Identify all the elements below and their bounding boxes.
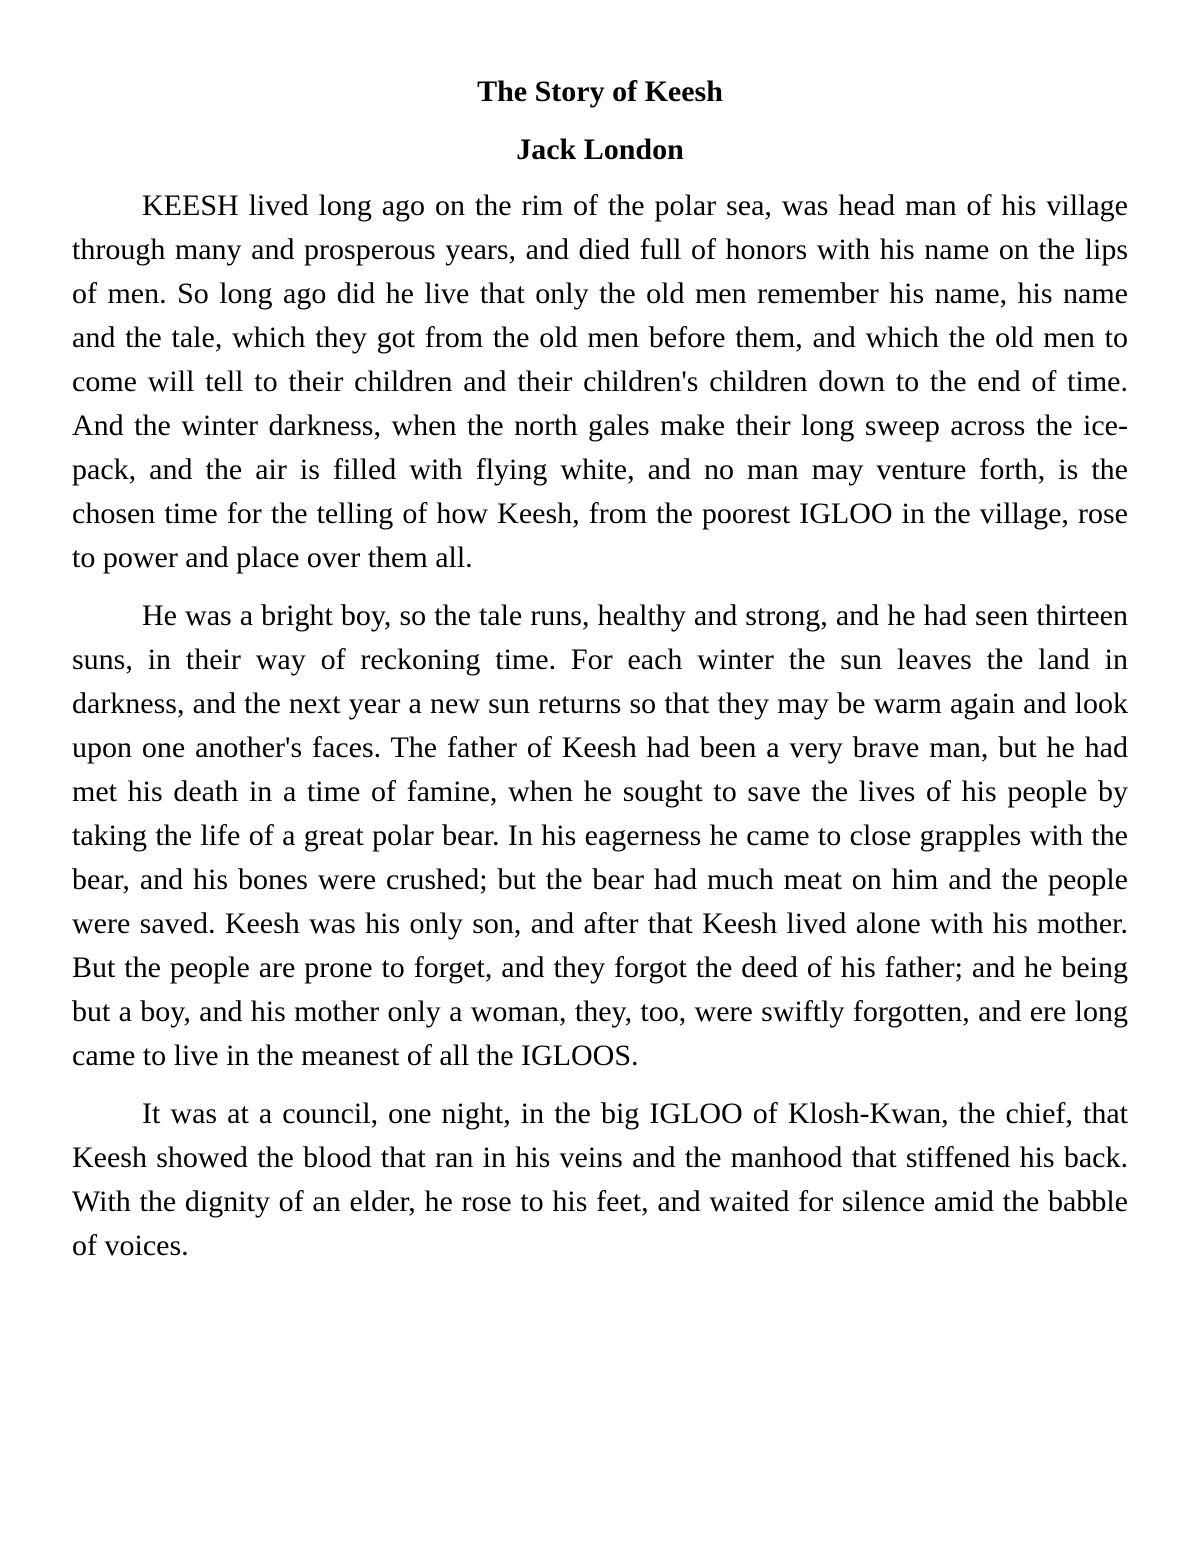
- paragraph-1: KEESH lived long ago on the rim of the polar sea, was head man of his village through many and prosperous years, and died full of honors with his name on the lips of men. So long ago did he live that only the old men remember his name, his name and the tale, which they got from the old men before them, and which the old men to come will tell to their children and their children's children down to the end of time. And the winter darkness, when the north gales make their long sweep across the ice-pack, and the air is filled with flying white, and no man may venture forth, is the chosen time for the telling of how Keesh, from the poorest IGLOO in the village, rose to power and place over them all.: [72, 189, 1128, 574]
- paragraph-3: It was at a council, one night, in the big IGLOO of Klosh-Kwan, the chief, that Keesh showed the blood that ran in his veins and the manhood that stiffened his back. With the dignity of an elder, he rose to his feet, and waited for silence amid the babble of voices.: [72, 1097, 1128, 1262]
- paragraph-2: He was a bright boy, so the tale runs, healthy and strong, and he had seen thirteen suns, in their way of reckoning time. For each winter the sun leaves the land in darkness, and the next year a new sun returns so that they may be warm again and look upon one another's faces. The father of Keesh had been a very brave man, but he had met his death in a time of famine, when he sought to save the lives of his people by taking the life of a great polar bear. In his eagerness he came to close grapples with the bear, and his bones were crushed; but the bear had much meat on him and the people were saved. Keesh was his only son, and after that Keesh lived alone with his mother. But the people are prone to forget, and they forgot the deed of his father; and he being but a boy, and his mother only a woman, they, too, were swiftly forgotten, and ere long came to live in the meanest of all the IGLOOS.: [72, 599, 1128, 1072]
- document-title: The Story of Keesh: [477, 75, 723, 108]
- document-body: [72, 70, 1128, 1282]
- document-author: Jack London: [516, 133, 684, 166]
